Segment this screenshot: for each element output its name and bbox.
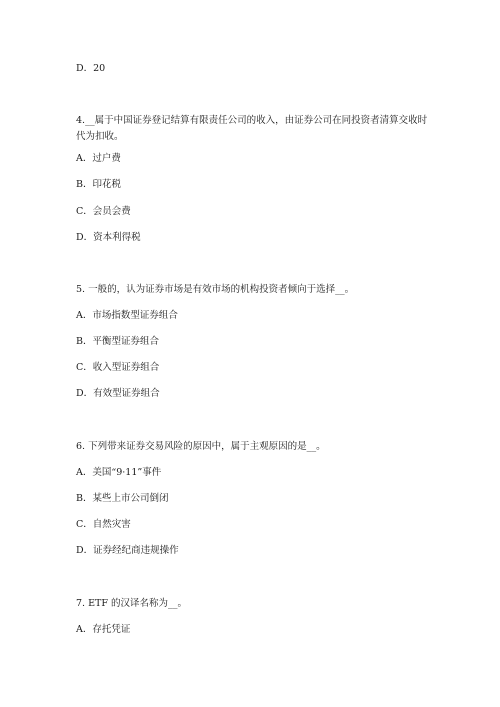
- option-c-q5: C．收入型证券组合: [76, 362, 160, 373]
- question-6: 6. 下列带来证券交易风险的原因中，属于主观原因的是__。: [76, 441, 326, 452]
- option-b-q6: B．某些上市公司倒闭: [76, 493, 169, 504]
- question-4: 4.__属于中国证券登记结算有限责任公司的收入，由证券公司在同投资者清算交收时代为扣收。: [76, 115, 428, 142]
- question-7: 7. ETF 的汉译名称为__。: [76, 598, 187, 609]
- option-a-q4: A．过户费: [76, 153, 121, 164]
- option-b-q5: B．平衡型证券组合: [76, 336, 159, 347]
- option-d-q4: D．资本利得税: [76, 232, 141, 243]
- question-5: 5. 一般的，认为证券市场是有效市场的机构投资者倾向于选择__。: [76, 284, 355, 295]
- option-c-q4: C．会员会费: [76, 206, 131, 217]
- option-a-q7: A．存托凭证: [76, 624, 131, 635]
- option-a-q5: A．市场指数型证券组合: [76, 310, 178, 321]
- option-d-q6: D．证券经纪商违规操作: [76, 545, 179, 556]
- option-d-q5: D．有效型证券组合: [76, 388, 160, 399]
- option-d-q3: D．20: [76, 63, 106, 74]
- option-a-q6: A．美国“9·11”事件: [76, 467, 162, 478]
- option-c-q6: C．自然灾害: [76, 519, 131, 530]
- option-b-q4: B．印花税: [76, 179, 121, 190]
